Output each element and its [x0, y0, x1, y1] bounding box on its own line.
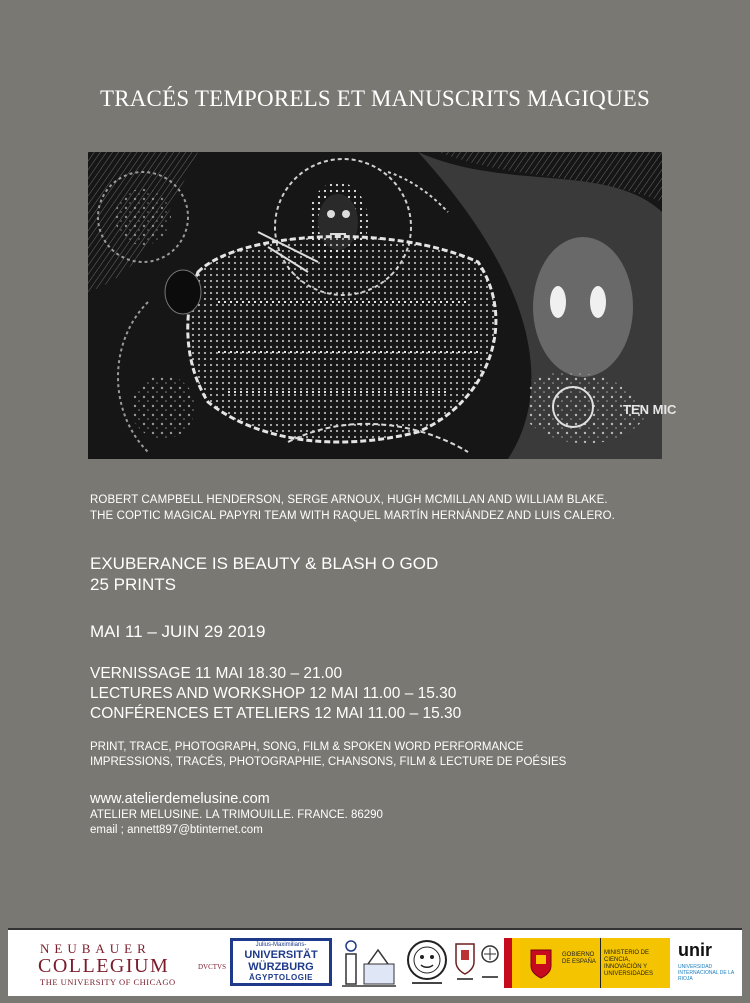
wue-line1: Julius-Maximilians-	[255, 942, 307, 948]
neubauer-logo-line2: COLLEGIUM	[38, 955, 170, 977]
poster-title: TRACÉS TEMPORELS ET MANUSCRITS MAGIQUES	[99, 86, 651, 111]
website-link[interactable]: www.atelierdemelusine.com	[90, 791, 270, 807]
artwork-image	[88, 152, 677, 459]
contact-info	[90, 808, 383, 838]
coptic-magical-papyri-seal-icon	[404, 938, 450, 988]
artists-line: THE COPTIC MAGICAL PAPYRI TEAM WITH RAQUEL MARTÍN HERNÁNDEZ AND LUIS CALERO.	[90, 510, 615, 522]
exhibition-dates: MAI 11 – JUIN 29 2019	[90, 622, 266, 641]
filologia-emblem-icon	[480, 940, 500, 984]
email-text[interactable]: email ; annett897@btinternet.com	[90, 824, 263, 836]
unir-logo-name: unir	[678, 940, 712, 960]
artists-credits	[90, 492, 615, 524]
unir-logo-subtitle: UNIVERSIDAD INTERNACIONAL DE LA RIOJA	[678, 964, 734, 982]
event-schedule	[90, 664, 461, 724]
address-text: ATELIER MELUSINE. LA TRIMOUILLE. FRANCE. 86290	[90, 809, 383, 821]
wue-line3: WÜRZBURG	[248, 961, 314, 973]
gobierno-label: GOBIERNO DE ESPAÑA	[562, 952, 596, 965]
show-line: EXUBERANCE IS BEAUTY & BLASH O GOD	[90, 554, 439, 573]
neubauer-logo-line3: THE UNIVERSITY OF CHICAGO	[40, 977, 176, 987]
media-line: PRINT, TRACE, PHOTOGRAPH, SONG, FILM & SPOKEN WORD PERFORMANCE	[90, 741, 524, 753]
exhibition-title	[90, 553, 438, 595]
gov-divider	[600, 938, 601, 988]
spain-coat-of-arms-icon	[526, 946, 556, 980]
spain-flag-strip-yellow	[512, 938, 520, 988]
media-line: IMPRESSIONS, TRACÉS, PHOTOGRAPHIE, CHANSONS, FILM & LECTURE DE POÉSIES	[90, 756, 567, 768]
event-line: CONFÉRENCES ET ATELIERS 12 MAI 11.00 – 15.30	[90, 705, 462, 722]
wue-line4: ÄGYPTOLOGIE	[248, 973, 314, 982]
sponsor-logos-bar	[8, 928, 742, 996]
wue-line2: UNIVERSITÄT	[244, 949, 318, 961]
artists-line: ROBERT CAMPBELL HENDERSON, SERGE ARNOUX, HUGH MCMILLAN AND WILLIAM BLAKE.	[90, 494, 608, 506]
wuerzburg-logo	[230, 938, 332, 986]
coptic-papyri-illustration-icon	[338, 936, 400, 992]
neubauer-logo-line1: NEUBAUER	[40, 941, 151, 956]
complutense-crest-icon	[454, 940, 476, 984]
artwork-caption: TEN MIC	[623, 402, 677, 417]
event-line: VERNISSAGE 11 MAI 18.30 – 21.00	[90, 665, 343, 682]
spain-flag-strip-red	[504, 938, 512, 988]
gobierno-espana-logo	[504, 938, 670, 988]
show-line: 25 PRINTS	[90, 575, 176, 594]
media-description	[90, 740, 566, 770]
neubauer-logo-motto: DVCTVS	[198, 963, 227, 971]
ministerio-label: MINISTERIO DE CIENCIA, INNOVACIÓN Y UNIVERSIDADES	[604, 950, 654, 977]
event-line: LECTURES AND WORKSHOP 12 MAI 11.00 – 15.30	[90, 685, 457, 702]
